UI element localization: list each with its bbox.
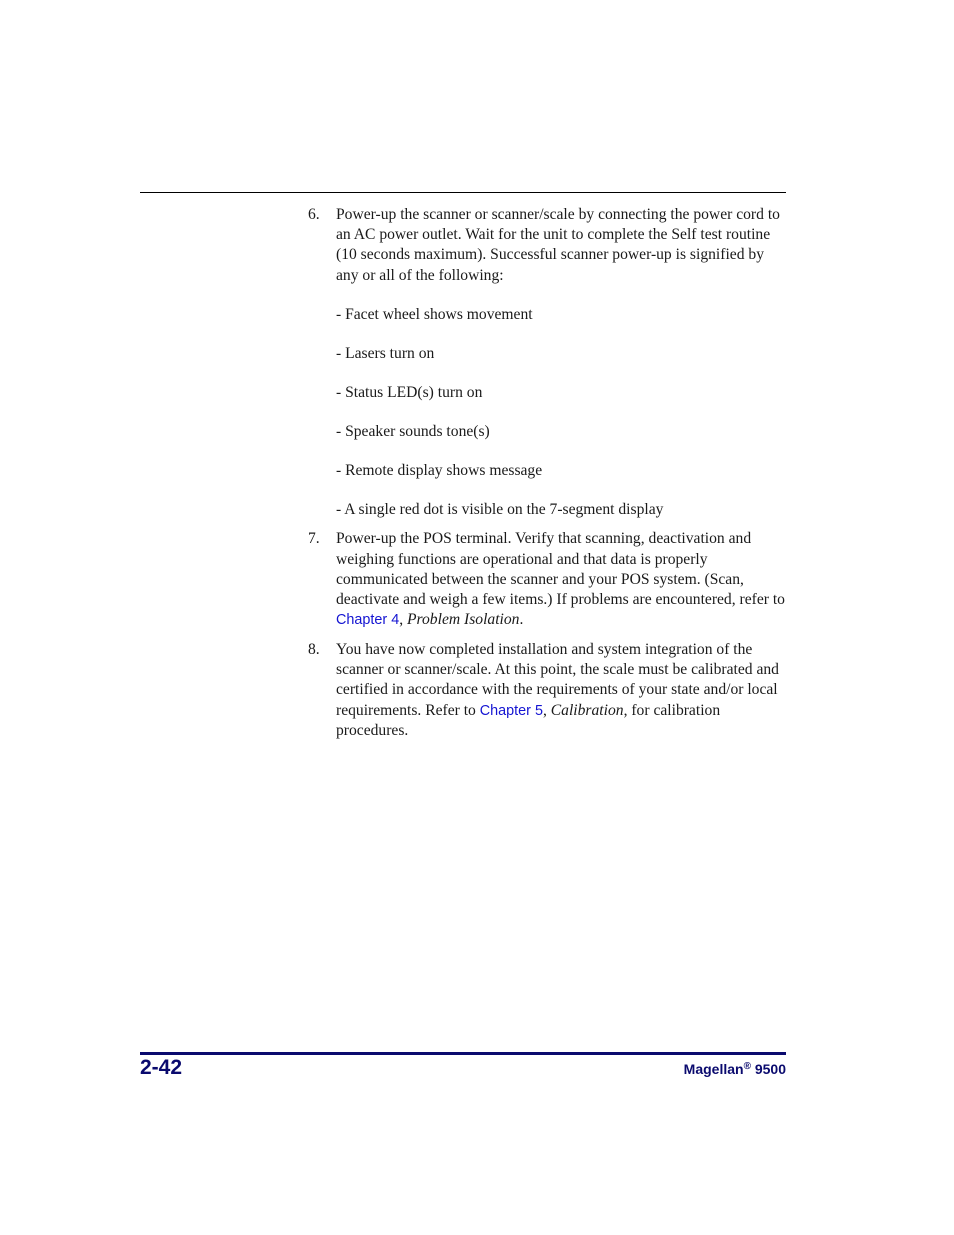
chapter-title: Problem Isolation	[407, 611, 520, 629]
chapter-4-link[interactable]: Chapter 4	[336, 612, 400, 629]
step-8	[308, 640, 786, 741]
list-item-remote-display: - Remote display shows message	[336, 461, 543, 479]
chapter-5-link[interactable]: Chapter 5	[479, 702, 543, 719]
step-number: 6.	[308, 206, 320, 223]
product-brand: Magellan	[683, 1061, 744, 1077]
list-item-lasers: - Lasers turn on	[336, 344, 435, 362]
step-text	[336, 640, 786, 741]
step-number: 8.	[308, 641, 320, 659]
chapter-title: Calibration	[550, 701, 624, 719]
list-item-status-led: - Status LED(s) turn on	[336, 383, 483, 401]
page-number: 2-42	[140, 1056, 183, 1079]
step-text-end: .	[519, 611, 524, 629]
page-body	[308, 205, 786, 741]
step-text	[336, 529, 786, 630]
separator: ,	[542, 701, 551, 719]
step-text-end: , for calibration procedures.	[336, 701, 721, 739]
step-7	[308, 529, 786, 630]
separator: ,	[399, 611, 407, 629]
list-item-facet-wheel: - Facet wheel shows movement	[336, 305, 533, 323]
step-6	[308, 205, 786, 286]
list-item-red-dot: - A single red dot is visible on the 7-segment display	[336, 500, 664, 518]
footer-rule	[140, 1052, 786, 1055]
product-name	[684, 1060, 786, 1078]
registered-mark: ®	[743, 1061, 751, 1072]
step-text: Power-up the scanner or scanner/scale by connecting the power cord to an AC power outlet. Wait for the unit to complete the Self test routine (10 seconds maximum). Successful scanner power-up is signified by any or all of the following:	[336, 206, 780, 284]
step-text-body: Power-up the POS terminal. Verify that scanning, deactivation and weighing functions are operational and that data is properly communicated between the scanner and your POS system. (Scan, deactivate and weigh a few items.) If problems are encountered, refer to	[336, 530, 785, 609]
product-model: 9500	[750, 1061, 786, 1077]
list-item-speaker: - Speaker sounds tone(s)	[336, 422, 490, 440]
header-rule	[140, 192, 786, 193]
step-number: 7.	[308, 530, 320, 548]
step-text-body: You have now completed installation and system integration of the scanner or scanner/scale. At this point, the scale must be calibrated and certified in accordance with the requirements of your state and/or local requirements. Refer to	[336, 641, 779, 719]
